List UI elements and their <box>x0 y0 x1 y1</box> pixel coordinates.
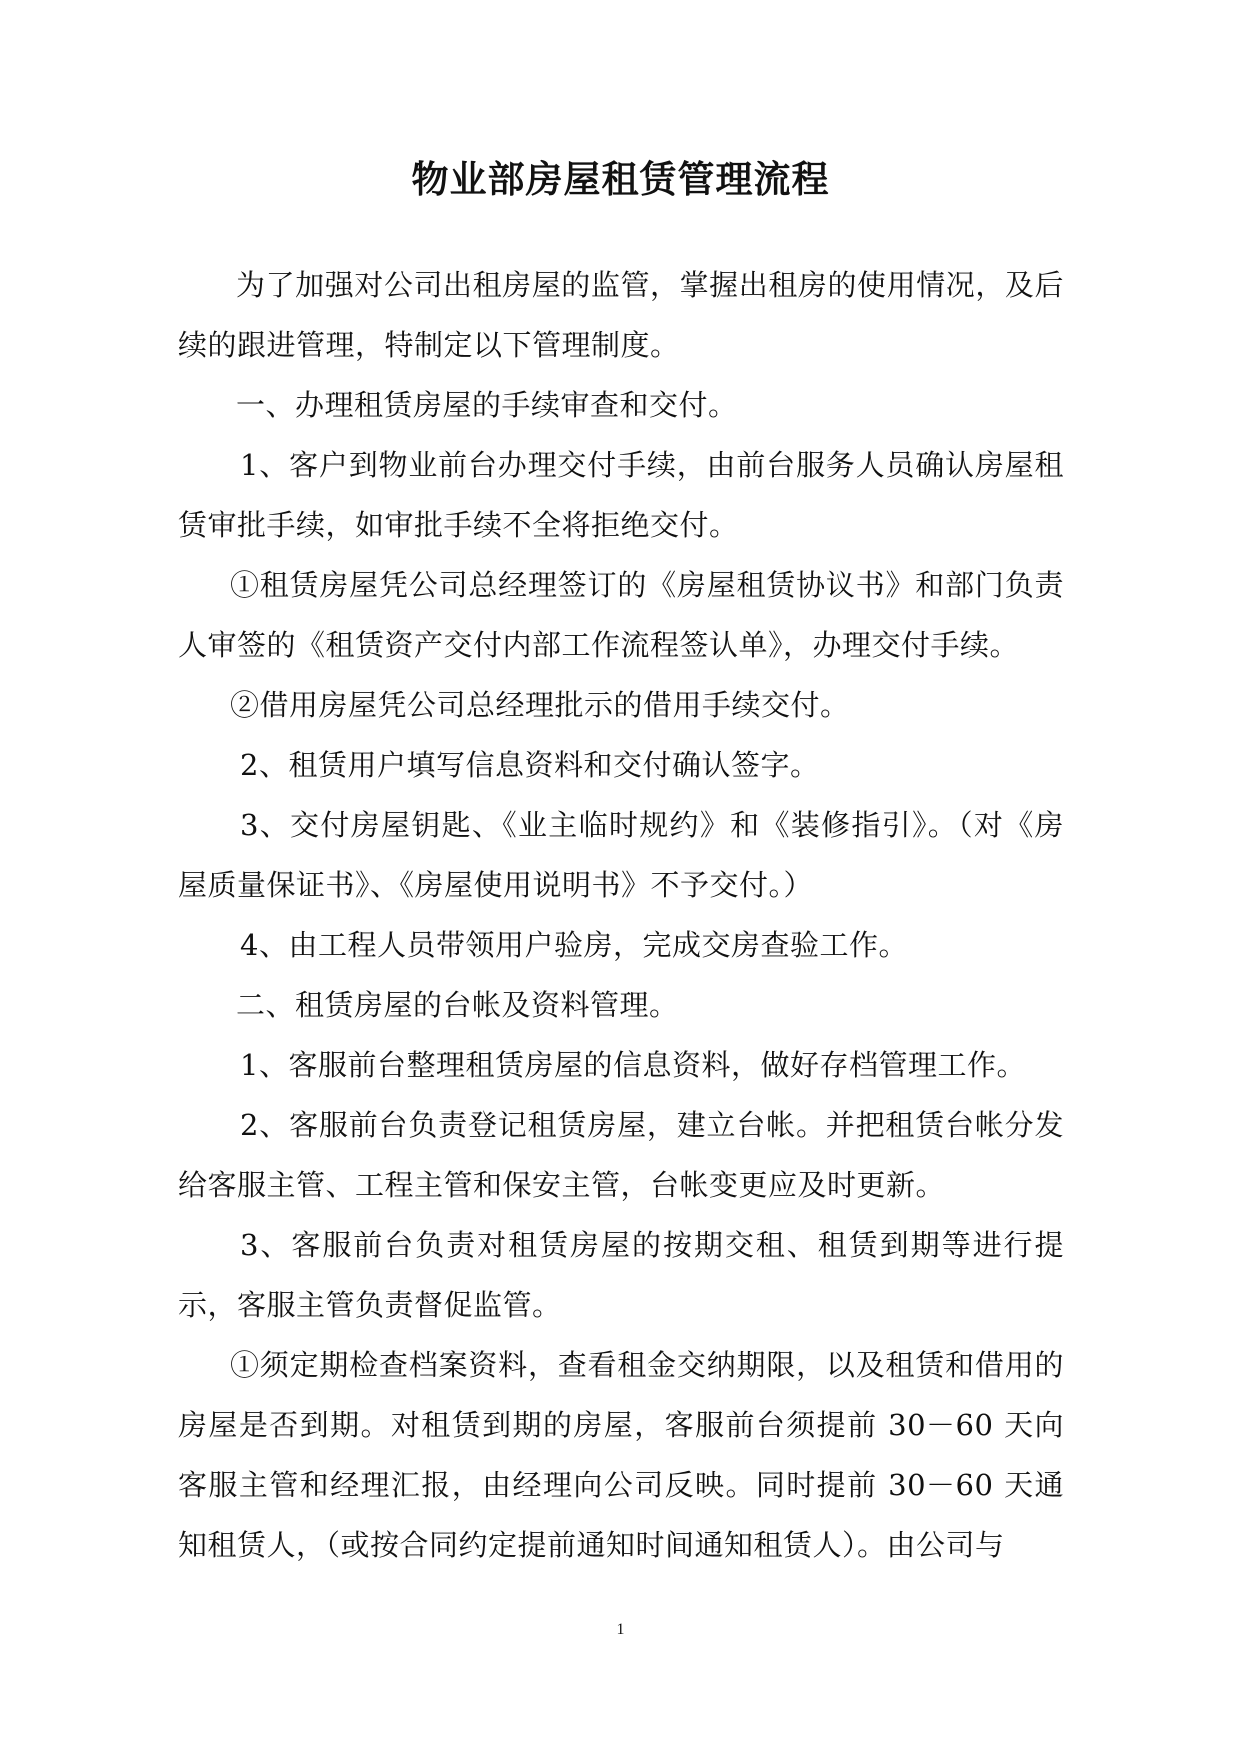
subitem-1-1-b-paragraph: ②借用房屋凭公司总经理批示的借用手续交付。 <box>230 688 850 722</box>
item-1-4-paragraph: 4、由工程人员带领用户验房，完成交房查验工作。 <box>240 928 908 962</box>
section-heading-1: 一、办理租赁房屋的手续审查和交付。 <box>236 388 738 422</box>
page-number: 1 <box>616 1621 625 1638</box>
item-1-1-paragraph: 1、客户到物业前台办理交付手续，由前台服务人员确认房屋租赁审批手续，如审批手续不全将拒绝交付。 <box>178 448 1064 542</box>
item-2-1-paragraph: 1、客服前台整理租赁房屋的信息资料，做好存档管理工作。 <box>240 1048 1026 1082</box>
section-heading-2: 二、租赁房屋的台帐及资料管理。 <box>236 988 679 1022</box>
document-title: 物业部房屋租赁管理流程 <box>411 158 830 201</box>
item-2-2-paragraph: 2、客服前台负责登记租赁房屋，建立台帐。并把租赁台帐分发给客服主管、工程主管和保安主管，台帐变更应及时更新。 <box>178 1108 1064 1202</box>
item-2-3-paragraph: 3、客服前台负责对租赁房屋的按期交租、租赁到期等进行提示，客服主管负责督促监管。 <box>178 1228 1064 1322</box>
subitem-1-1-a-paragraph: ①租赁房屋凭公司总经理签订的《房屋租赁协议书》和部门负责人审签的《租赁资产交付内部工作流程签认单》，办理交付手续。 <box>178 568 1064 662</box>
intro-paragraph: 为了加强对公司出租房屋的监管，掌握出租房的使用情况，及后续的跟进管理，特制定以下管理制度。 <box>178 268 1064 362</box>
document-body <box>178 255 1064 1575</box>
item-1-2-paragraph: 2、租赁用户填写信息资料和交付确认签字。 <box>240 748 820 782</box>
item-1-3-paragraph: 3、交付房屋钥匙、《业主临时规约》和《装修指引》。（对《房屋质量保证书》、《房屋使用说明书》不予交付。） <box>178 808 1064 902</box>
subitem-2-3-a-paragraph: ①须定期检查档案资料，查看租金交纳期限，以及租赁和借用的房屋是否到期。对租赁到期的房屋，客服前台须提前 30－60 天向客服主管和经理汇报，由经理向公司反映。同时提前 30－60 天通知租赁人，（或按合同约定提前通知时间通知租赁人）。由公司与 <box>178 1348 1064 1562</box>
